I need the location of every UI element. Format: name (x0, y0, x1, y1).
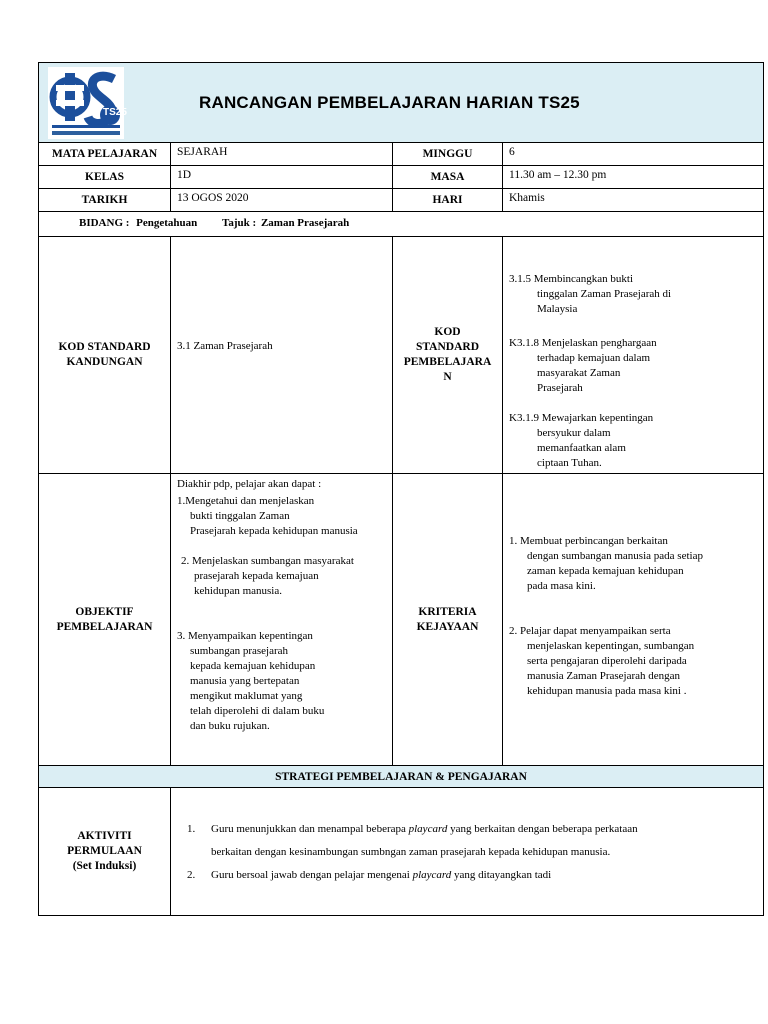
objektif-row (39, 474, 763, 766)
item-line: manusia Zaman Prasejarah dengan (527, 670, 681, 682)
objektif-label-line2: PEMBELAJARAN (56, 620, 153, 633)
item-line: dan buku rujukan. (190, 720, 270, 732)
ts25-logo (48, 67, 124, 139)
header-row (39, 63, 763, 143)
objektif-intro: Diakhir pdp, pelajar akan dapat : (177, 478, 322, 490)
kod-kandungan-label (39, 237, 170, 473)
objektif-label-line1: OBJEKTIF (75, 605, 134, 618)
strategi-title: STRATEGI PEMBELAJARAN & PENGAJARAN (275, 770, 527, 783)
item-line: kehidupan manusia. (194, 585, 282, 597)
item-line: terhadap kemajuan dalam (537, 352, 651, 364)
kod-pembelajaran-items (502, 237, 763, 473)
kelas-value: 1D (170, 166, 392, 188)
item-emphasis: playcard (412, 869, 452, 881)
item-line: kehidupan manusia pada masa kini . (527, 685, 687, 697)
item-line: pada masa kini. (527, 580, 596, 592)
kriteria-item (509, 624, 757, 699)
item-line: kepada kemajuan kehidupan (190, 660, 316, 672)
bidang-row (39, 212, 763, 237)
item-line: tinggalan Zaman Prasejarah di (537, 288, 672, 300)
item-line: Prasejarah (537, 382, 583, 394)
kriteria-items (502, 474, 763, 765)
item-line: 2. Pelajar dapat menyampaikan serta (509, 625, 671, 637)
item-line: 1.Mengetahui dan menjelaskan (177, 495, 315, 507)
item-emphasis: playcard (408, 823, 448, 835)
item-line: 3.1.5 Membincangkan bukti (509, 273, 634, 285)
item-line: telah diperolehi di dalam buku (190, 705, 325, 717)
item-line: sumbangan prasejarah (190, 645, 289, 657)
kriteria-label-line1: KRITERIA (418, 605, 477, 618)
objektif-item (177, 494, 386, 539)
item-number: 1. (187, 823, 196, 835)
minggu-value: 6 (502, 143, 763, 165)
kriteria-item (509, 534, 757, 594)
kriteria-label (392, 474, 502, 765)
tajuk-value: Zaman Prasejarah (260, 217, 350, 229)
info-row-subject (39, 143, 763, 166)
item-line: Malaysia (537, 303, 578, 315)
kod-pembelajaran-item (509, 272, 757, 317)
strategi-row (39, 766, 763, 788)
item-line: dengan sumbangan manusia pada setiap (527, 550, 703, 562)
objektif-item (177, 629, 386, 734)
item-line: prasejarah kepada kemajuan (194, 570, 319, 582)
kod-kandungan-label-line2: KANDUNGAN (66, 356, 143, 368)
item-line: memanfaatkan alam (537, 442, 626, 454)
item-line: 3. Menyampaikan kepentingan (177, 630, 313, 642)
tarikh-label: TARIKH (81, 194, 128, 206)
lesson-plan-table (38, 62, 764, 916)
aktiviti-list (171, 818, 763, 887)
hari-label: HARI (392, 189, 502, 211)
item-line: 1. Membuat perbincangan berkaitan (509, 535, 668, 547)
kod-pembelajaran-label-line2: STANDARD (415, 341, 480, 353)
item-line: K3.1.9 Mewajarkan kepentingan (509, 412, 654, 424)
item-text: yang berkaitan dengan beberapa perkataan (447, 823, 638, 835)
mata-pelajaran-label: MATA PELAJARAN (51, 148, 158, 160)
masa-label: MASA (392, 166, 502, 188)
kod-kandungan-label-line1: KOD STANDARD (58, 341, 151, 353)
item-line: 2. Menjelaskan sumbangan masyarakat (181, 555, 354, 567)
bidang-value: Pengetahuan (136, 217, 198, 229)
logo-text: TS25 (103, 107, 127, 118)
aktiviti-row (39, 788, 763, 915)
item-line: K3.1.8 Menjelaskan penghargaan (509, 337, 657, 349)
item-line: masyarakat Zaman (537, 367, 621, 379)
kelas-label: KELAS (85, 171, 124, 183)
item-text: berkaitan dengan kesinambungan sumbngan zaman prasejarah kepada kehidupan manusia. (211, 846, 611, 858)
item-text: Guru bersoal jawab dengan pelajar mengenai (211, 869, 413, 881)
aktiviti-item-continuation (171, 841, 763, 864)
minggu-label: MINGGU (392, 143, 502, 165)
item-line: bersyukur dalam (537, 427, 611, 439)
aktiviti-label-line2: PERMULAAN (67, 845, 142, 857)
item-line: ciptaan Tuhan. (537, 457, 602, 469)
hari-value: Khamis (502, 189, 763, 211)
kod-kandungan-value: 3.1 Zaman Prasejarah (177, 340, 273, 352)
kod-pembelajaran-label (392, 237, 502, 473)
aktiviti-label (39, 788, 170, 915)
objektif-item (181, 554, 386, 599)
page-title: RANCANGAN PEMBELAJARAN HARIAN TS25 (199, 93, 580, 112)
aktiviti-item (171, 864, 763, 887)
tajuk-label: Tajuk : (222, 217, 257, 229)
aktiviti-items (170, 788, 763, 915)
kod-pembelajaran-label-line1: KOD (434, 326, 461, 338)
tarikh-value: 13 OGOS 2020 (170, 189, 392, 211)
item-line: menjelaskan kepentingan, sumbangan (527, 640, 695, 652)
kod-pembelajaran-label-line4: N (443, 371, 452, 383)
kriteria-label-line2: KEJAYAAN (416, 620, 479, 633)
kod-kandungan-value-cell (170, 237, 392, 473)
info-row-class (39, 166, 763, 189)
item-line: mengikut maklumat yang (190, 690, 303, 702)
info-row-date (39, 189, 763, 212)
item-line: zaman kepada kemajuan kehidupan (527, 565, 684, 577)
objektif-label (39, 474, 170, 765)
item-line: serta pengajaran diperolehi daripada (527, 655, 687, 667)
item-line: Prasejarah kepada kehidupan manusia (190, 525, 358, 537)
aktiviti-item (171, 818, 763, 841)
kod-pembelajaran-label-line3: PEMBELAJARA (403, 356, 492, 368)
bidang-line (79, 212, 763, 236)
kod-pembelajaran-item (509, 411, 757, 471)
item-line: manusia yang bertepatan (190, 675, 300, 687)
item-text: yang ditayangkan tadi (451, 869, 552, 881)
masa-value: 11.30 am – 12.30 pm (502, 166, 763, 188)
item-line: bukti tinggalan Zaman (190, 510, 290, 522)
mata-pelajaran-value: SEJARAH (170, 143, 392, 165)
bidang-label: BIDANG : (79, 217, 130, 229)
aktiviti-label-line1: AKTIVITI (77, 830, 132, 842)
item-text: Guru menunjukkan dan menampal beberapa (211, 823, 409, 835)
kod-pembelajaran-item (509, 336, 757, 396)
kod-standard-row (39, 237, 763, 474)
item-number: 2. (187, 869, 196, 881)
objektif-items (170, 474, 392, 765)
aktiviti-label-line3: (Set Induksi) (72, 860, 137, 872)
